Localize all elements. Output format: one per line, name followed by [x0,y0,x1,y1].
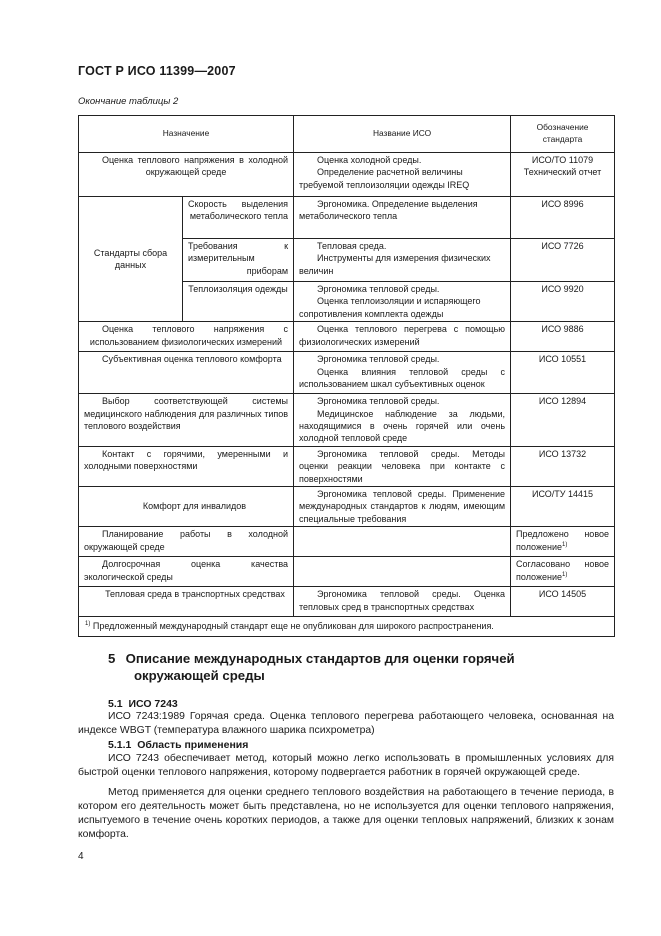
section-number: 5 [108,651,116,666]
table-row [79,153,615,197]
iso-name-line: Эргономика тепловой среды. [317,396,440,407]
cell-group-data-collection: Стандарты сбора данных [79,197,183,322]
cell-sub-purpose: Теплоизоляция одежды [183,282,294,322]
iso-name-line: Инструменты для измерения физических величин [299,253,491,276]
cell-iso-name [294,352,511,394]
footnote-ref: 1) [561,541,568,548]
section-title-line2: окружающей среды [134,668,265,684]
iso-name-line: Оценка теплового перегрева с помощью физиологических измерений [299,324,506,347]
iso-name-line: Эргономика тепловой среды. [317,284,440,294]
code-text: Согласовано новое положение [516,559,610,582]
cell-purpose: Субъективная оценка теплового комфорта [79,352,294,394]
cell-code: ИСО 8996 [511,197,615,239]
table-row [79,352,615,394]
cell-code [511,527,615,557]
subsection-5-1-heading [108,698,178,710]
iso-name-line: Эргономика. Определение выделения метаболического тепла [299,199,478,222]
section-5-heading [108,650,598,685]
cell-iso-name-empty [294,527,511,557]
col-header-purpose: Назначение [79,116,294,153]
cell-code: ИСО 12894 [511,394,615,447]
subsection-number: 5.1.1 [108,739,132,751]
cell-code: ИСО 9920 [511,282,615,322]
cell-purpose: Оценка теплового напряжения в холодной окружающей среде [79,153,294,197]
table-footnote [79,617,615,636]
subsection-5-1-1-heading [108,739,248,751]
table-row [79,487,615,527]
iso-name-line: Оценка влияния тепловой среды с использованием шкал субъективных оценок [299,366,506,390]
cell-code: ИСО 14505 [511,587,615,617]
cell-iso-name [294,197,511,239]
cell-iso-name [294,322,511,352]
table-row [79,446,615,486]
iso-name-line: Медицинское наблюдение за людьми, находящимися в очень горячей или очень холодной тепловой среде [299,408,506,444]
cell-iso-name-empty [294,557,511,587]
footnote-mark: 1) [85,621,91,628]
cell-code: ИСО 13732 [511,446,615,486]
table-row [79,394,615,447]
footnote-text: Предложенный международный стандарт еще не опубликован для широкого распространения. [92,621,494,632]
iso-name-line: Оценка теплоизоляции и испаряющего сопротивления комплекта одежды [299,296,481,319]
footnote-ref: 1) [561,571,568,578]
document-header: ГОСТ Р ИСО 11399—2007 [78,64,236,78]
table-row [79,197,615,239]
cell-purpose: Долгосрочная оценка качества экологической среды [79,557,294,587]
cell-code: ИСО/ТО 11079 Технический отчет [511,153,615,197]
cell-purpose: Контакт с горячими, умеренными и холодными поверхностями [79,446,294,486]
col-header-code: Обозначение стандарта [511,116,615,153]
paragraph-5-1-1-b: Метод применяется для оценки среднего теплового воздействия на работающего в течение периода, в котором его деятельность может быть представлена, но не используется для оценки теплового напряжения, испытуемого в течение очень коротких периодов, а также для оценки тепловых напряжений, близких к зонам комфорта. [78,787,614,841]
iso-name-line: Тепловая среда. [317,241,387,251]
cell-code: ИСО 10551 [511,352,615,394]
cell-code: ИСО 7726 [511,239,615,282]
col-header-iso-name: Название ИСО [294,116,511,153]
cell-purpose: Выбор соответствующей системы медицинского наблюдения для различных типов теплового воздействия [79,394,294,447]
paragraph-5-1-1-a: ИСО 7243 обеспечивает метод, который можно легко использовать в промышленных условиях для быстрой оценки теплового напряжения, которому подвергается работник в горячей окружающей среде. [78,753,614,779]
cell-iso-name [294,153,511,197]
table-caption: Окончание таблицы 2 [78,96,179,107]
cell-iso-name [294,487,511,527]
cell-iso-name [294,239,511,282]
code-text: Предложено новое положение [516,529,610,552]
cell-purpose: Планирование работы в холодной окружающей среде [79,527,294,557]
page-number: 4 [78,851,84,862]
iso-name-line: Эргономика тепловой среды. [317,354,440,365]
standards-table [78,115,615,637]
cell-sub-purpose: Требования к измерительным приборам [183,239,294,282]
subsection-title: ИСО 7243 [128,698,178,710]
table-row [79,587,615,617]
cell-iso-name [294,394,511,447]
table-header-row [79,116,615,153]
cell-sub-purpose: Скорость выделения метаболического тепла [183,197,294,239]
cell-iso-name [294,587,511,617]
cell-code [511,557,615,587]
iso-name-line: Определение расчетной величины требуемой теплоизоляции одежды IREQ [299,167,470,190]
table-footnote-row [79,617,615,636]
cell-purpose: Тепловая среда в транспортных средствах [79,587,294,617]
iso-name-line: Оценка холодной среды. [317,155,422,165]
cell-purpose: Комфорт для инвалидов [79,487,294,527]
section-title-line1: Описание международных стандартов для оценки горячей [125,651,515,666]
iso-name-line: Эргономика тепловой среды. Методы оценки реакции человека при контакте с поверхностями [299,448,506,484]
table-row [79,557,615,587]
iso-name-line: Эргономика тепловой среды. Применение международных стандартов к людям, имеющим специальные требования [299,489,506,524]
cell-code: ИСО/ТУ 14415 [511,487,615,527]
cell-purpose: Оценка теплового напряжения с использованием физиологических измерений [79,322,294,352]
subsection-number: 5.1 [108,698,123,710]
cell-iso-name [294,446,511,486]
cell-code: ИСО 9886 [511,322,615,352]
table-row [79,322,615,352]
table-row [79,527,615,557]
subsection-title: Область применения [137,739,249,751]
iso-name-line: Эргономика тепловой среды. Оценка тепловых сред в транспортных средствах [299,589,506,612]
cell-iso-name [294,282,511,322]
paragraph-5-1: ИСО 7243:1989 Горячая среда. Оценка теплового перегрева работающего человека, основанная на индексе WBGT (температура влажного шарика психрометра) [78,711,614,737]
